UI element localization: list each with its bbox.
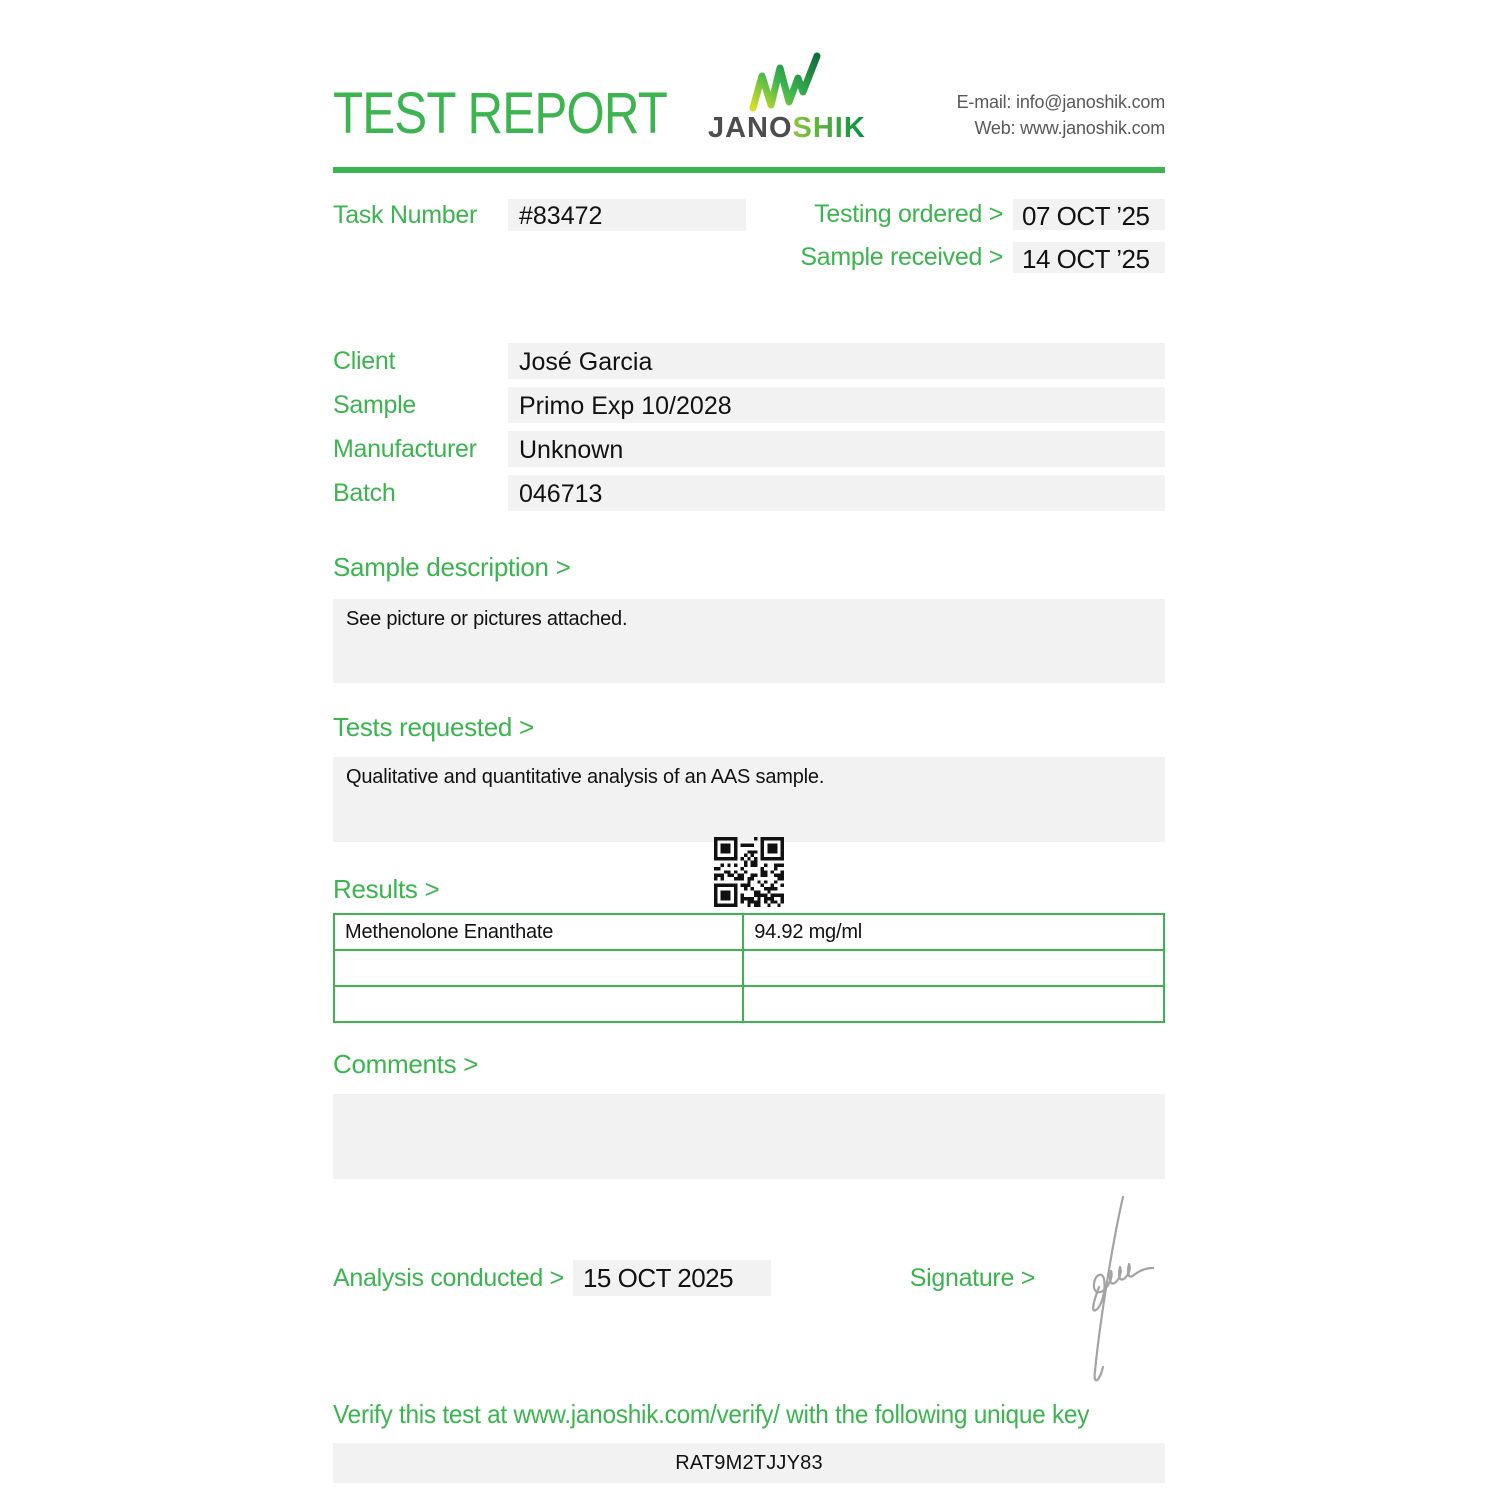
- logo-word-shik: SHIK: [792, 112, 866, 144]
- sample-value: Primo Exp 10/2028: [508, 387, 1165, 423]
- manufacturer-label: Manufacturer: [333, 435, 477, 463]
- web-value: www.janoshik.com: [1020, 117, 1165, 138]
- comments-heading: Comments >: [333, 1049, 479, 1079]
- tests-requested-heading: Tests requested >: [333, 712, 534, 742]
- sample-received-row: [800, 242, 1165, 273]
- report-content: [333, 0, 1165, 1483]
- contact-info: [957, 89, 1165, 141]
- results-header: [333, 842, 1165, 913]
- analysis-signature-row: [333, 1259, 1165, 1297]
- email-label: E-mail:: [956, 91, 1012, 112]
- verify-key: RAT9M2TJJY83: [333, 1443, 1165, 1483]
- task-number-value: #83472: [508, 199, 746, 231]
- manufacturer-row: [333, 431, 1165, 467]
- email-value: info@janoshik.com: [1016, 91, 1165, 112]
- result-substance: [334, 986, 743, 1022]
- comments-box: [333, 1094, 1165, 1179]
- result-substance: Methenolone Enanthate: [334, 914, 743, 950]
- web-label: Web:: [974, 117, 1016, 138]
- table-row: [334, 950, 1164, 986]
- testing-ordered-row: [800, 199, 1165, 230]
- rising-peaks-chart-icon: [745, 52, 829, 112]
- manufacturer-value: Unknown: [508, 431, 1165, 467]
- analysis-date-value: 15 OCT 2025: [573, 1260, 771, 1296]
- task-section: [333, 199, 1165, 285]
- logo-wordmark: [708, 114, 866, 143]
- header-divider: [333, 167, 1165, 173]
- results-heading: Results >: [333, 874, 440, 904]
- batch-label: Batch: [333, 479, 396, 507]
- verify-instruction: Verify this test at www.janoshik.com/verify/ with the following unique key: [333, 1399, 1090, 1429]
- batch-value: 046713: [508, 475, 1165, 511]
- client-row: [333, 343, 1165, 379]
- qr-code: [714, 837, 784, 912]
- janoshik-logo: [708, 52, 866, 143]
- logo-word-jano: JANO: [707, 112, 793, 144]
- testing-ordered-label: Testing ordered >: [814, 200, 1003, 228]
- client-label: Client: [333, 347, 396, 375]
- sample-description-box: See picture or pictures attached.: [333, 599, 1165, 683]
- page-title: TEST REPORT: [333, 81, 667, 146]
- contact-web-line: [957, 115, 1165, 141]
- analysis-conducted-label: Analysis conducted >: [333, 1263, 564, 1292]
- results-table: [333, 913, 1165, 1023]
- sample-label: Sample: [333, 391, 416, 419]
- tests-requested-box: Qualitative and quantitative analysis of an AAS sample.: [333, 757, 1165, 842]
- sample-row: [333, 387, 1165, 423]
- batch-row: [333, 475, 1165, 511]
- sample-received-value: 14 OCT ’25: [1013, 242, 1165, 273]
- dates-column: [800, 199, 1165, 285]
- signature-scribble: [1065, 1191, 1175, 1396]
- table-row: [334, 986, 1164, 1022]
- sample-received-label: Sample received >: [800, 243, 1003, 271]
- table-row: [334, 914, 1164, 950]
- result-amount: 94.92 mg/ml: [743, 914, 1164, 950]
- result-amount: [743, 986, 1164, 1022]
- report-header: [333, 48, 1165, 146]
- contact-email-line: [957, 89, 1165, 115]
- sample-description-heading: Sample description >: [333, 552, 571, 582]
- client-value: José Garcia: [508, 343, 1165, 379]
- signature-label: Signature >: [909, 1263, 1035, 1292]
- result-substance: [334, 950, 743, 986]
- task-number-label: Task Number: [333, 201, 477, 229]
- testing-ordered-value: 07 OCT ’25: [1013, 199, 1165, 230]
- result-amount: [743, 950, 1164, 986]
- sample-info-section: [333, 343, 1165, 511]
